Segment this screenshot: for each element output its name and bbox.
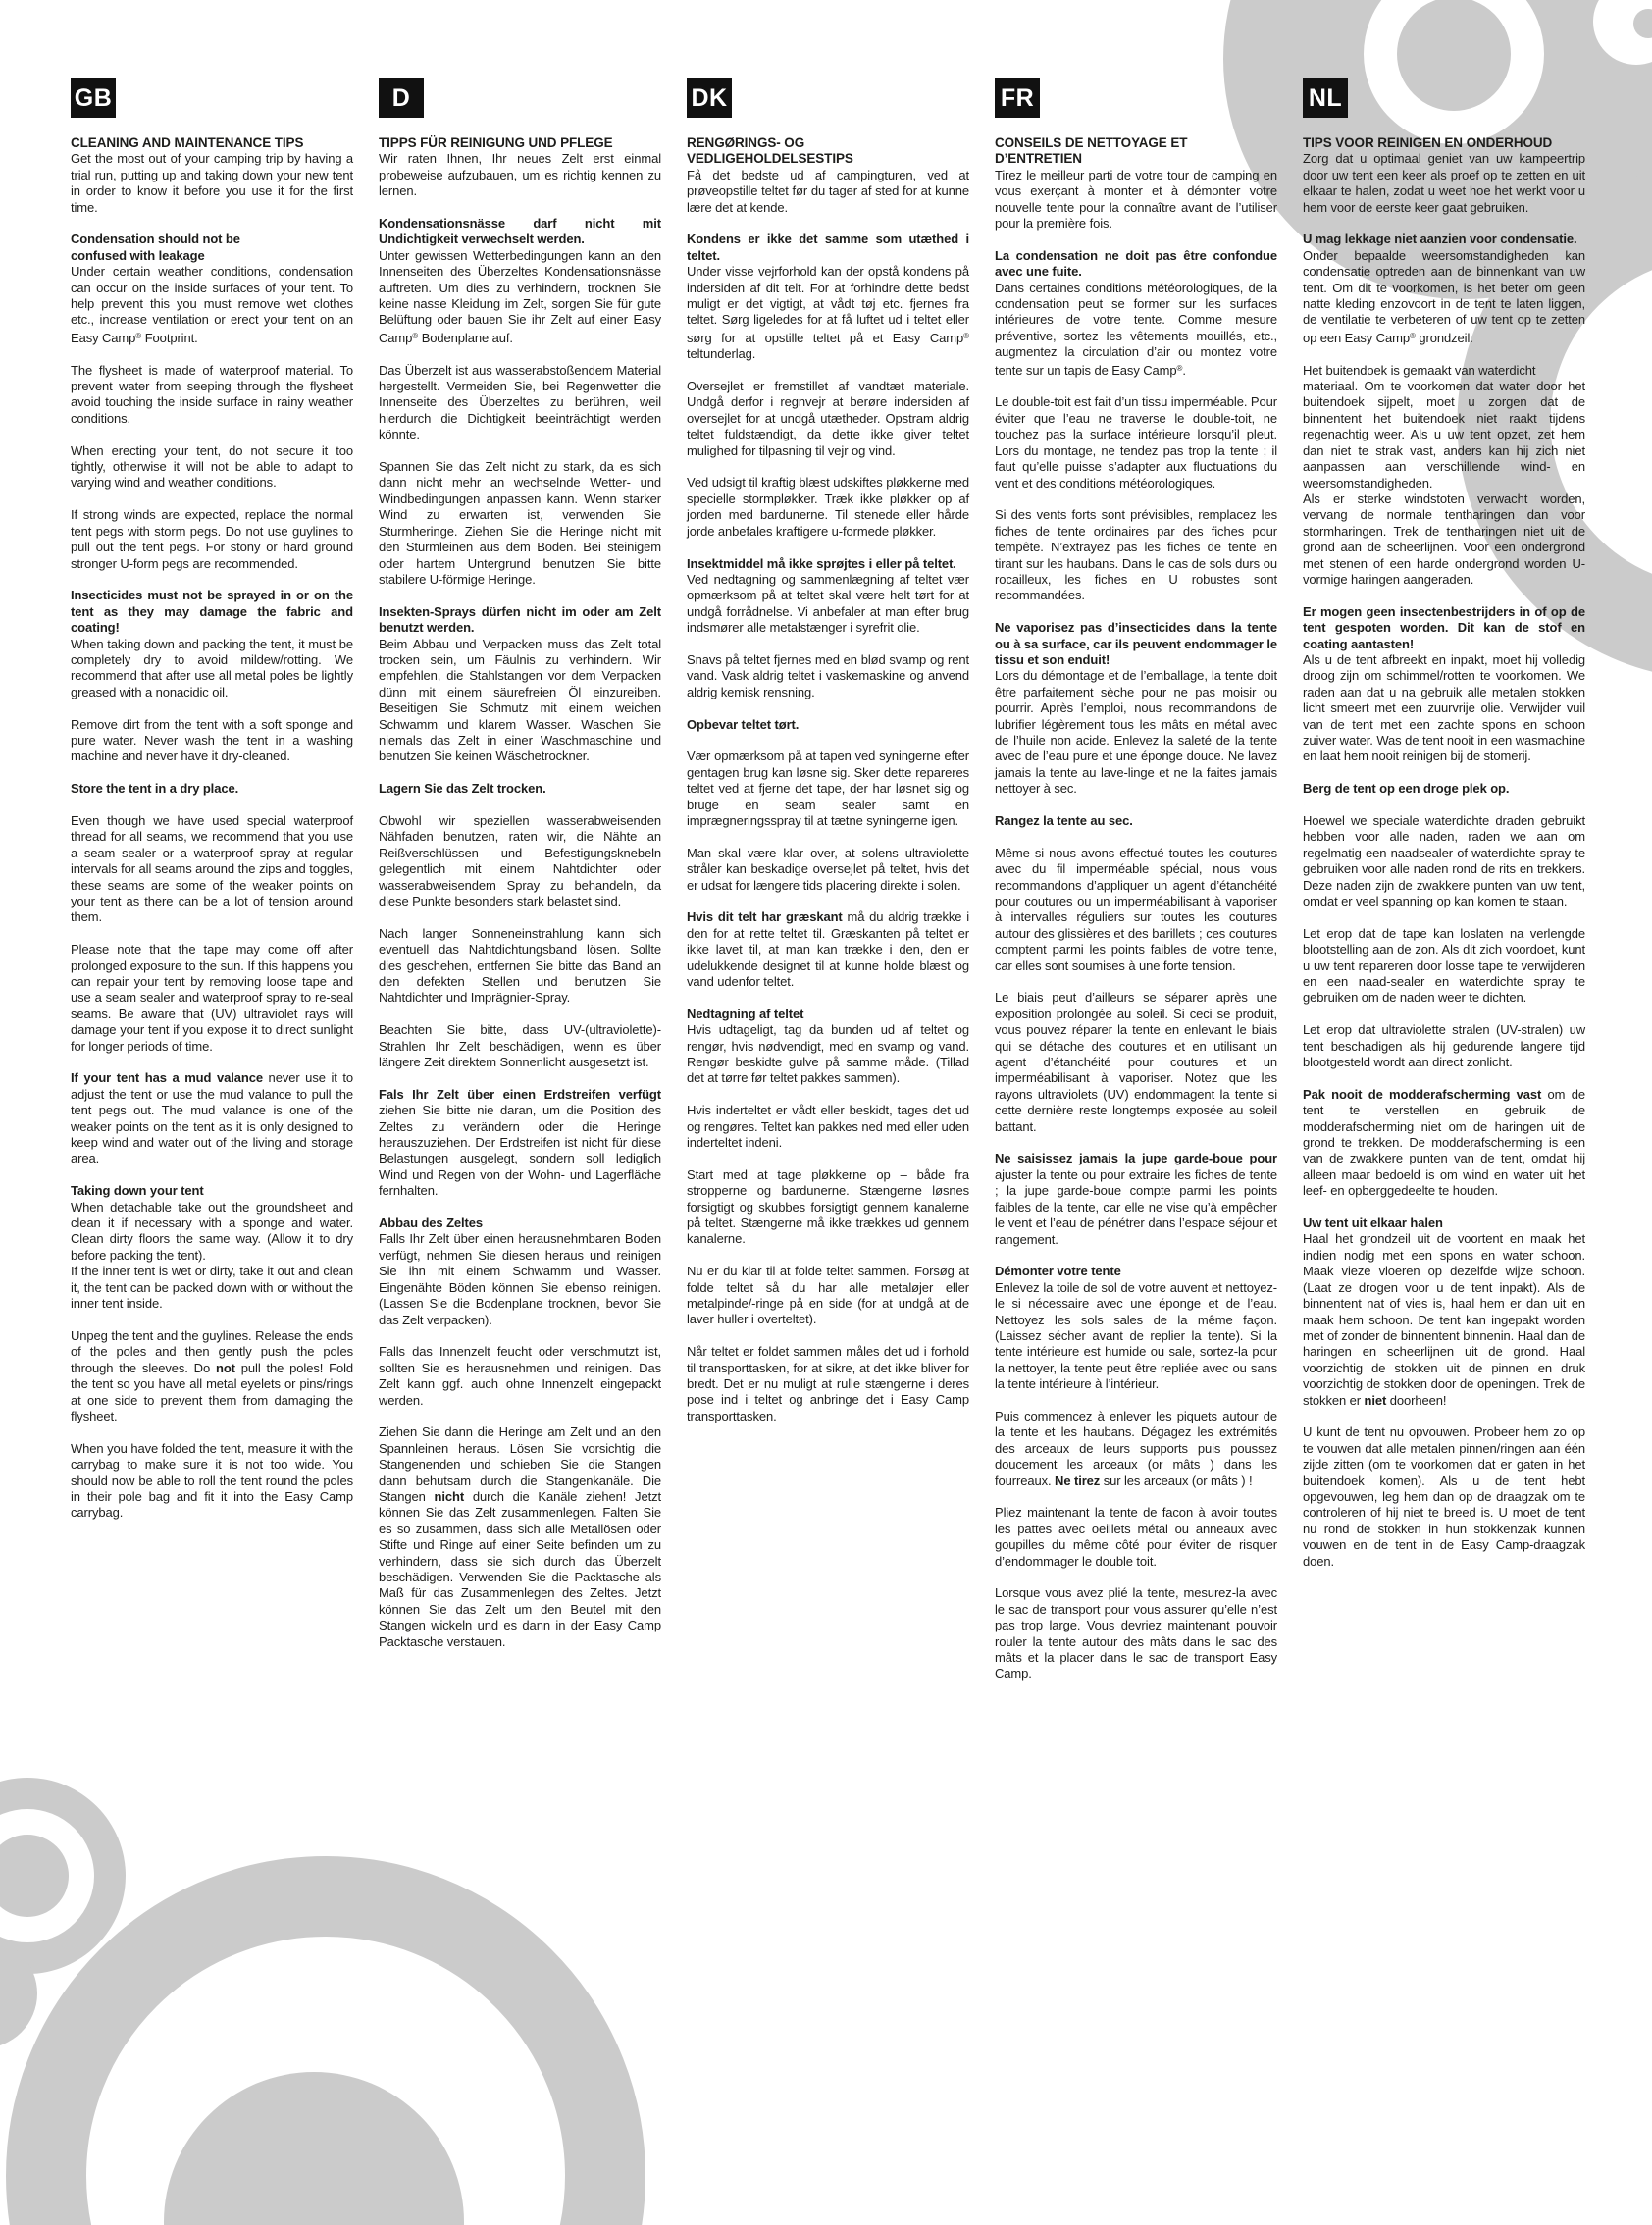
section-heading: Store the tent in a dry place.: [71, 781, 239, 797]
paragraph: Beachten Sie bitte, dass UV-(ultraviolette)-Strahlen Ihr Zelt beschädigen, wenn es über längere Zeit direktem Sonnenlicht ausgesetzt ist.: [379, 1022, 661, 1070]
section-heading: Insecticides must not be sprayed in or on the tent as they may damage the fabric and coating!: [71, 588, 353, 636]
section-heading: Condensation should not be confused with leakage: [71, 232, 240, 263]
bold-lead-text: If your tent has a mud valance: [71, 1070, 263, 1086]
section-heading: Er mogen geen insectenbestrijders in of op de tent gespoten worden. Dit kan de stof en coating aantasten!: [1303, 603, 1585, 651]
paragraph: Nach langer Sonneneinstrahlung kann sich eventuell das Nahtdichtungsband lösen. Sollte dies geschehen, entfernen Sie bitte das Band an den defekten Stellen und benutzen Sie Nahtdichter und Imprägnier-Spray.: [379, 925, 661, 1006]
section-heading: Lagern Sie das Zelt trocken.: [379, 781, 546, 797]
paragraph: If strong winds are expected, replace the normal tent pegs with storm pegs. Do not use guylines to pull out the tent pegs. For stony or hard ground stronger U-form pegs are recommended.: [71, 507, 353, 571]
paragraph: Man skal være klar over, at solens ultraviolette stråler kan beskadige oversejlet på teltet, hvis det er udsat for længere tids placering direkte i solen.: [687, 845, 969, 893]
paragraph: Dans certaines conditions météorologiques, de la condensation peut se former sur les surfaces intérieures de votre tente. Comme mesure préventive, sortez les vêtements mouillés, etc., augmentez la circulation d’air ou montez votre tente sur un tapis de Easy Camp®.: [995, 280, 1277, 378]
bold-lead-text: Ne saisissez jamais la jupe garde-boue pour: [995, 1151, 1277, 1166]
paragraph: Tirez le meilleur parti de votre tour de camping en vous exerçant à monter et à démonter votre nouvelle tente pour la connaître avant de l’utiliser pour la première fois.: [995, 167, 1277, 232]
paragraph: Fals Ihr Zelt über einen Erdstreifen verfügt ziehen Sie bitte nie daran, um die Position des Zeltes zu verändern oder die Heringe herauszuziehen. Der Erdstreifen ist nicht für diese Belastungen ausgelegt, sondern soll lediglich Wind und Regen von der Wohn- und Lagerfläche fernhalten.: [379, 1086, 661, 1199]
language-column-gb: [71, 78, 353, 1537]
language-column-d: [379, 78, 661, 1666]
paragraph: Please note that the tape may come off after prolonged exposure to the sun. If this happens you can repair your tent by removing loose tape and use a seam sealer and waterproof spray to re-seal seams. Be aware that (UV) ultraviolet rays will damage your tent if you expose it to direct sunlight for longer periods of time.: [71, 942, 353, 1054]
section-heading: Opbevar teltet tørt.: [687, 716, 800, 732]
paragraph: When taking down and packing the tent, it must be completely dry to avoid mildew/rotting. We recommend that after use all metal poles be lightly greased with a nonacidic oil.: [71, 636, 353, 699]
paragraph: Under visse vejrforhold kan der opstå kondens på indersiden af dit telt. For at forhindre dette bedst muligt er det vigtigt, at vådt tøj etc. fjernes fra teltet. Sørg ligeledes for at få luftet ud i teltet eller sørg for at opstille teltet på et Easy Camp® teltunderlag.: [687, 264, 969, 362]
paragraph: Even though we have used special waterproof thread for all seams, we recommend that you use a seam sealer or a waterproof spray at regular intervals for all seams around the zips and toggles, these seams are some of the weaker points on your tent as there can be a lot of tension around them.: [71, 812, 353, 925]
paragraph: Ziehen Sie dann die Heringe am Zelt und an den Spannleinen heraus. Lösen Sie vorsichtig die Stangenenden und schieben Sie die Stangen dann behutsam durch die Stangenkanäle. Die Stangen nicht durch die Kanäle ziehen! Jetzt können Sie das Zelt zusammenlegen. Falten Sie es so zusammen, dass sich alle Metallösen oder Stifte und Ringe auf einer Seite befinden um zu verhindern, dass sie sich durch das Überzelt beschädigen. Verwenden Sie die Packtasche als Maß für das Zusammenlegen des Zeltes. Jetzt können Sie das Zelt um den Beutel mit den Stangen wickeln und es dann in der Easy Camp Packtasche verstauen.: [379, 1424, 661, 1649]
language-badge-d: D: [379, 78, 424, 118]
paragraph: Lors du démontage et de l’emballage, la tente doit être parfaitement sèche pour ne pas moisir ou pourrir. Après l’emploi, nous recommandons de lubrifier légèrement tous les mâts en métal avec de l’huile non acide. Enlevez la saleté de la tente avec de l’eau pure et une éponge douce. Ne lavez jamais la tente au lave-linge et ne la faites jamais nettoyer à sec.: [995, 668, 1277, 797]
paragraph: Das Überzelt ist aus wasserabstoßendem Material hergestellt. Vermeiden Sie, bei Regenwetter die Innenseite des Überzeltes zu berühren, weil hierdurch die Dichtigkeit beeinträchtigt werden könnte.: [379, 362, 661, 442]
column-title-fr: CONSEILS DE NETTOYAGE ET D’ENTRETIEN: [995, 135, 1188, 167]
section-heading: Démonter votre tente: [995, 1264, 1121, 1279]
language-column-fr: [995, 78, 1277, 1698]
registered-trademark-symbol: ®: [412, 331, 419, 340]
paragraph: Pliez maintenant la tente de facon à avoir toutes les pattes avec oeillets métal ou anneaux avec goupilles du même côté pour éviter de risquer d’endommager le double toit.: [995, 1505, 1277, 1569]
paragraph: Ved nedtagning og sammenlægning af teltet vær opmærksom på at teltet skal være helt tørt for at undgå forrådnelse. Vi anbefaler at man efter brug indsmører alle metalstænger i syrefrit olie.: [687, 571, 969, 636]
paragraph: Unpeg the tent and the guylines. Release the ends of the poles and then gently push the poles through the sleeves. Do not pull the poles! Fold the tent so you have all metal eyelets or pins/rings at one side to prevent them from damaging the flysheet.: [71, 1327, 353, 1423]
paragraph: Enlevez la toile de sol de votre auvent et nettoyez-le si nécessaire avec une éponge et de l’eau. Nettoyez les sols sales de la même façon. (Laissez sécher avant de replier la tente). Si la tente intérieure est humide ou sale, sortez-la pour la nettoyer, la tente peut être repliée avec ou sans la tente intérieure à l’intérieur.: [995, 1279, 1277, 1392]
paragraph: When erecting your tent, do not secure it too tightly, otherwise it will not be able to adapt to varying wind and weather conditions.: [71, 442, 353, 491]
column-title-gb: CLEANING AND MAINTENANCE TIPS: [71, 135, 304, 150]
paragraph: Ne saisissez jamais la jupe garde-boue pour ajuster la tente ou pour extraire les fiches de tente ; la jupe garde-boue compte parmi les points faibles de la tente, car elle ne vise qu’à empêcher le vent et l’eau de pénétrer dans l’espace séjour et rangement.: [995, 1151, 1277, 1247]
registered-trademark-symbol: ®: [1176, 363, 1183, 373]
paragraph: Unter gewissen Wetterbedingungen kann an den Innenseiten des Überzeltes Kondensationsnässe auftreten. Um dies zu verhindern, trocknen Sie keine nasse Kleidung im Zelt, sorgen Sie für gute Belüftung oder bauen Sie ihr Zelt auf einer Easy Camp® Bodenplane auf.: [379, 247, 661, 345]
section-heading: Uw tent uit elkaar halen: [1303, 1216, 1443, 1231]
paragraph: Le biais peut d’ailleurs se séparer après une exposition prolongée au soleil. Si ceci se produit, vous pouvez réparer la tente en enlevant le biais qui se détache des coutures et en utilisant un agent d’étanchéité pour coutures et un imperméabilisant à vaporiser. Notez que les rayons ultraviolets (UV) endommagent la tente si cette dernière reste longtemps exposée au soleil battant.: [995, 990, 1277, 1134]
language-badge-fr: FR: [995, 78, 1040, 118]
paragraph: When detachable take out the groundsheet and clean it if necessary with a sponge and water. Clean dirty floors the same way. (Allow it to dry before packing the tent). If the inner tent is wet or dirty, take it out and clean it, the tent can be packed down with or without the inner tent inside.: [71, 1199, 353, 1312]
paragraph: Onder bepaalde weersomstandigheden kan condensatie optreden aan de binnenkant van uw tent. Om dit te voorkomen, is het beter om geen natte kleding enzovoort in de tent te laten liggen, de ventilatie te verbeteren of uw tent op te zetten op een Easy Camp® grondzeil.: [1303, 247, 1585, 345]
bold-lead-text: Ne tirez: [1055, 1473, 1101, 1488]
paragraph: Ved udsigt til kraftig blæst udskiftes pløkkerne med specielle stormpløkker. Træk ikke pløkker op af jorden med bardunerne. Til stenede eller hårde jorde anbefales kraftigere u-formede pløkker.: [687, 475, 969, 539]
paragraph: Haal het grondzeil uit de voortent en maak het indien nodig met een spons en water schoon. Maak vieze vloeren op dezelfde wijze schoon. (Laat ze drogen voor u de tent inpakt). Als de binnentent nat of vies is, haal hem er dan uit en maak hem schoon. De tent kan ingepakt worden met of zonder de binnentent binnenin. Haal dan de haringen en scheerlijnen uit de grond. Haal voorzichtig de stokken uit de pinnen en druk voorzichtig de stokken door de openingen. Trek de stokken er niet doorheen!: [1303, 1231, 1585, 1408]
paragraph: Même si nous avons effectué toutes les coutures avec du fil imperméable spécial, nous vous recommandons d’appliquer un agent d’étanchéité pour coutures ou un imperméabilisant à vaporiser à intervalles réguliers sur toutes les coutures autour des glissières et des barillets ; ces coutures comptent parmi les points faibles de votre tente, car elles sont soumises à une forte tension.: [995, 845, 1277, 973]
column-title-dk: RENGØRINGS- OG VEDLIGEHOLDELSESTIPS: [687, 135, 853, 167]
paragraph: Hoewel we speciale waterdichte draden gebruikt hebben voor alle naden, raden we aan om regelmatig een naadsealer of waterdichte spray te gebruiken voor alle naden rond de rits en trekkers. Deze naden zijn de zwakkere punten van uw tent, omdat er veel spanning op kan komen te staan.: [1303, 812, 1585, 909]
bold-lead-text: Fals Ihr Zelt über einen Erdstreifen verfügt: [379, 1086, 661, 1102]
paragraph: Le double-toit est fait d’un tissu imperméable. Pour éviter que l’eau ne traverse le double-toit, ne touchez pas la surface intérieure lorsqu’il pleut. Lors du montage, ne tendez pas trop la tente ; il faut qu’elle puisse s’adapter aux fluctuations du vent et des conditions météorologiques.: [995, 394, 1277, 491]
language-badge-dk: DK: [687, 78, 732, 118]
section-heading: Ne vaporisez pas d’insecticides dans la tente ou à sa surface, car ils peuvent endommager le tissu et son enduit!: [995, 620, 1278, 667]
paragraph: When you have folded the tent, measure it with the carrybag to make sure it is not too wide. You should now be able to roll the tent round the poles in their pole bag and fit it into the Easy Camp carrybag.: [71, 1440, 353, 1521]
paragraph: Falls Ihr Zelt über einen herausnehmbaren Boden verfügt, nehmen Sie diesen heraus und reinigen Sie ihn mit einem Schwamm und Wasser. Eingenähte Böden können Sie ebenso reinigen. (Lassen Sie die Bodenplane trocknen, bevor Sie das Zelt verpacken).: [379, 1231, 661, 1327]
section-heading: Berg de tent op een droge plek op.: [1303, 781, 1510, 797]
paragraph: Spannen Sie das Zelt nicht zu stark, da es sich dann nicht mehr an wechselnde Wetter- und Windbedingungen anpassen kann. Wenn starker Wind zu erwarten ist, verwenden Sie Sturmheringe. Ziehen Sie die Heringe nicht mit den Sturmleinen aus dem Boden. Bei steinigem oder hartem Untergrund benutzen Sie bitte stabilere U-förmige Heringe.: [379, 459, 661, 587]
paragraph: U kunt de tent nu opvouwen. Probeer hem zo op te vouwen dat alle metalen pinnen/ringen aan één zijde zitten (om te voorkomen dat er gaten in het buitendoek komen). Als u de tent hebt opgevouwen, leg hem dan op de draagzak om te controleren of hij niet te breed is. U moet de tent nu rond de stokken in hun stokkenzak kunnen vouwen en de tent in de Easy Camp-draagzak doen.: [1303, 1424, 1585, 1569]
section-heading: La condensation ne doit pas être confondue avec une fuite.: [995, 247, 1277, 280]
section-heading: Rangez la tente au sec.: [995, 812, 1133, 828]
paragraph: Hvis dit telt har græskant må du aldrig trække i den for at rette teltet til. Græskanten på teltet er ikke lavet til, at man kan trække i den, den er udelukkende designet til at kunne holde blæst og vand udenfor teltet.: [687, 909, 969, 989]
bold-lead-text: nicht: [434, 1488, 465, 1504]
paragraph: Pak nooit de modderafscherming vast om de tent te verstellen en gebruik de modderafscherming niet om de haringen uit de grond te trekken. De modderafscherming is een van de zwakkere punten van de tent, omdat hij alleen maar bedoeld is om wind en water uit het leef- en opberggedeelte te houden.: [1303, 1086, 1585, 1199]
section-heading: Insekten-Sprays dürfen nicht im oder am Zelt benutzt werden.: [379, 603, 661, 636]
bold-lead-text: niet: [1364, 1392, 1387, 1408]
registered-trademark-symbol: ®: [135, 331, 142, 340]
paragraph: Beim Abbau und Verpacken muss das Zelt total trocken sein, um Fäulnis zu verhindern. Wir empfehlen, die Stahlstangen vor dem Verpacken dünn mit einem säurefreien Öl einzureiben. Beseitigen Sie Schmutz mit einem weichen Schwamm und klarem Wasser. Waschen Sie niemals das Zelt in einer Waschmaschine und benutzen Sie keinen Wäschetrockner.: [379, 636, 661, 764]
column-title-d: TIPPS FÜR REINIGUNG UND PFLEGE: [379, 135, 613, 150]
paragraph: Get the most out of your camping trip by having a trial run, putting up and taking down your new tent in order to know it before you use it for the first time.: [71, 151, 353, 215]
paragraph: Start med at tage pløkkerne op – både fra stropperne og bardunerne. Stængerne løsnes forsigtigt og skubbes forsigtigt gennem kanalerne på teltet. Stængerne må ikke trækkes ud gennem kanalerne.: [687, 1166, 969, 1247]
paragraph: Wir raten Ihnen, Ihr neues Zelt erst einmal probeweise aufzubauen, um es richtig kennen zu lernen.: [379, 151, 661, 199]
paragraph: Puis commencez à enlever les piquets autour de la tente et les haubans. Dégagez les extrémités des arceaux de leurs supports puis poussez doucement les arceaux (or mâts ) dans les fourreaux. Ne tirez sur les arceaux (or mâts ) !: [995, 1408, 1277, 1488]
paragraph: Snavs på teltet fjernes med en blød svamp og rent vand. Vask aldrig teltet i vaskemaskine og anvend aldrig kemisk rensning.: [687, 651, 969, 699]
language-column-dk: [687, 78, 969, 1441]
paragraph: Lorsque vous avez plié la tente, mesurez-la avec le sac de transport pour vous assurer qu’elle n’est pas trop large. Vous devriez maintenant pouvoir rouler la tente autour des mâts dans le sac des mâts et la placer dans le sac de transport Easy Camp.: [995, 1585, 1277, 1682]
paragraph: Als u de tent afbreekt en inpakt, moet hij volledig droog zijn om schimmel/rotten te voorkomen. We raden aan dat u na gebruik alle metalen stokken licht smeert met een zuurvrije olie. Verwijder vuil van de tent met een zachte spons en schoon zuiver water. Was de tent nooit in een wasmachine en laat hem nooit reinigen bij de stomerij.: [1303, 651, 1585, 764]
language-badge-gb: GB: [71, 78, 116, 118]
paragraph: Obwohl wir speziellen wasserabweisenden Nähfaden benutzen, raten wir, die Nähte an Reißverschlüssen und Befestigungsknebeln gelegentlich mit einem Nahtdichter oder wasserabweisendem Spray zu behandeln, da diese Punkte besonders stark belastet sind.: [379, 812, 661, 908]
paragraph: Nu er du klar til at folde teltet sammen. Forsøg at folde teltet så du har alle metaløjer eller metalpinde/-ringe på en side (for at undgå at de laver huller i overteltet).: [687, 1264, 969, 1327]
bold-lead-text: Pak nooit de modderafscherming vast: [1303, 1086, 1542, 1102]
registered-trademark-symbol: ®: [963, 331, 969, 340]
paragraph: Zorg dat u optimaal geniet van uw kampeertrip door uw tent een keer als proef op te zetten en uit elkaar te halen, zodat u weet hoe het werkt voor u hem voor de eerste keer gaat gebruiken.: [1303, 151, 1585, 215]
paragraph: Oversejlet er fremstillet af vandtæt materiale. Undgå derfor i regnvejr at berøre indersiden af oversejlet for at undgå utætheder. Opstram aldrig teltet fuldstændigt, da dette ikke giver teltet mulighed for tilpasning til vejr og vind.: [687, 379, 969, 458]
paragraph: Si des vents forts sont prévisibles, remplacez les fiches de tente ordinaires par des fiches pour tempête. N’extrayez pas les fiches de tente en tirant sur les haubans. Dans le cas de sols durs ou rocailleux, les fiches en U robustes sont recommandées.: [995, 507, 1277, 603]
paragraph: Het buitendoek is gemaakt van waterdicht materiaal. Om te voorkomen dat water door het buitendoek sijpelt, moet u zorgen dat de binnentent het buitendoek niet raakt tijdens regenachtig weer. Als u uw tent opzet, zet hem dan niet te strak vast, anders kan hij zich niet aanpassen aan verschillende wind- en weersomstandigheden. Als er sterke windstoten verwacht worden, vervang de normale tentharingen dan voor stormharingen. Trek de tentharingen niet uit de grond aan de scheerlijnen. Voor een ondergrond met stenen of een harde ondergrond worden U-vormige haringen aangeraden.: [1303, 362, 1585, 587]
language-badge-nl: NL: [1303, 78, 1348, 118]
paragraph: Falls das Innenzelt feucht oder verschmutzt ist, sollten Sie es herausnehmen und reinigen. Das Zelt kann ggf. auch ohne Innenzelt eingepackt werden.: [379, 1344, 661, 1408]
paragraph: Remove dirt from the tent with a soft sponge and pure water. Never wash the tent in a washing machine and never have it dry-cleaned.: [71, 716, 353, 764]
section-heading: Kondensationsnässe darf nicht mit Undichtigkeit verwechselt werden.: [379, 216, 661, 247]
language-column-nl: [1303, 78, 1585, 1585]
section-heading: Nedtagning af teltet: [687, 1006, 804, 1021]
section-heading: Kondens er ikke det samme som utæthed i teltet.: [687, 232, 969, 263]
paragraph: Når teltet er foldet sammen måles det ud i forhold til transporttasken, for at sikre, at det ikke bliver for bredt. Det er nu muligt at rulle stængerne i deres pose ind i teltet og anbringe det i Easy Camp transporttasken.: [687, 1344, 969, 1423]
paragraph: If your tent has a mud valance never use it to adjust the tent or use the mud valance to pull the tent pegs out. The mud valance is one of the weaker points on the tent as it is only designed to keep wind and water out of the living and storage area.: [71, 1070, 353, 1166]
section-heading: Taking down your tent: [71, 1183, 204, 1199]
paragraph: Under certain weather conditions, condensation can occur on the inside surfaces of your tent. To help prevent this you must remove wet clothes etc., increase ventilation or erect your tent on an Easy Camp® Footprint.: [71, 264, 353, 345]
column-title-nl: TIPS VOOR REINIGEN EN ONDERHOUD: [1303, 135, 1553, 150]
paragraph: The flysheet is made of waterproof material. To prevent water from seeping through the flysheet avoid touching the inside surface in rainy weather conditions.: [71, 362, 353, 426]
paragraph: Let erop dat de tape kan loslaten na verlengde blootstelling aan de zon. Als dit zich voordoet, kunt u uw tent repareren door losse tape te verwijderen en een naad-sealer en waterdichte spray te gebruiken om de naden weer te dichten.: [1303, 925, 1585, 1006]
bold-lead-text: Hvis dit telt har græskant: [687, 909, 843, 925]
paragraph: Vær opmærksom på at tapen ved syningerne efter gentagen brug kan løsne sig. Sker dette repareres teltet ved at fjerne det tape, der har løsnet sig og bruge en seam sealer samt en imprægneringsspray til at tætne syningerne igen.: [687, 749, 969, 828]
section-heading: Insektmiddel må ikke sprøjtes i eller på teltet.: [687, 555, 956, 571]
bold-lead-text: not: [215, 1360, 235, 1375]
paragraph: Hvis inderteltet er vådt eller beskidt, tages det ud og rengøres. Teltet kan pakkes ned med eller uden inderteltet indeni.: [687, 1103, 969, 1151]
paragraph: Hvis udtageligt, tag da bunden ud af teltet og rengør, hvis nødvendigt, med en svamp og vand. Rengør beskidte gulve på samme måde. (Tillad det at tørre før teltet pakkes sammen).: [687, 1022, 969, 1086]
paragraph: Få det bedste ud af campingturen, ved at prøveopstille teltet før du tager af sted for at kunne lære det at kende.: [687, 167, 969, 215]
paragraph: Let erop dat ultraviolette stralen (UV-stralen) uw tent beschadigen als hij gedurende langere tijd blootgesteld wordt aan direct zonlicht.: [1303, 1022, 1585, 1070]
section-heading: Abbau des Zeltes: [379, 1216, 484, 1231]
registered-trademark-symbol: ®: [1409, 331, 1416, 340]
section-heading: U mag lekkage niet aanzien voor condensatie.: [1303, 232, 1577, 247]
